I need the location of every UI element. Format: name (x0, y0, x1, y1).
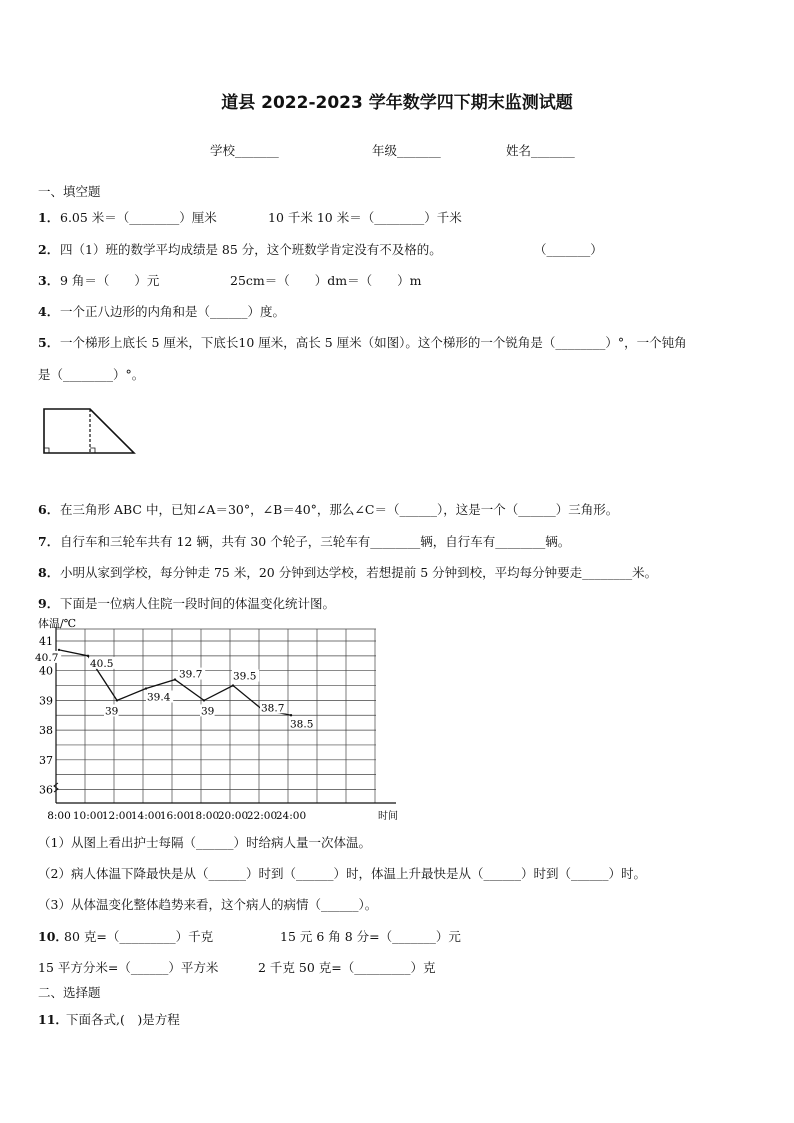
x-tick-label: 14:00 (130, 810, 162, 822)
x-tick-label: 20:00 (217, 810, 249, 822)
section-heading-choice: 二、选择题 (38, 985, 101, 1000)
q11-number: 11． (38, 1012, 68, 1027)
data-label: 39 (201, 705, 215, 718)
name-field[interactable]: 姓名_______ (506, 143, 575, 158)
y-tick-label: 41 (39, 635, 53, 648)
q1-number: 1． (38, 210, 60, 225)
q3-part-a: 9 角＝（ ）元 (60, 273, 160, 288)
data-label: 40.7 (35, 651, 59, 664)
y-tick-label: 38 (39, 724, 53, 738)
q9-text: 下面是一位病人住院一段时间的体温变化统计图。 (60, 596, 336, 611)
x-tick-label: 8:00 (47, 810, 71, 822)
data-point (290, 714, 292, 716)
q8-number: 8． (38, 565, 60, 580)
x-tick-label: 18:00 (188, 810, 220, 822)
q6-text: 在三角形 ABC 中，已知∠A＝30°，∠B＝40°，那么∠C＝（______），这是一个（______）三角形。 (60, 502, 619, 517)
q2-blank: （_______） (534, 242, 603, 257)
y-tick-label: 40 (39, 664, 53, 678)
trapezoid-figure (38, 402, 142, 460)
data-point (174, 678, 176, 680)
q2-text: 四（1）班的数学平均成绩是 85 分，这个班数学肯定没有不及格的。 (60, 242, 442, 257)
data-point (87, 655, 89, 657)
data-point (232, 684, 234, 686)
x-tick-label: 12:00 (101, 810, 133, 822)
y-axis-title: 体温/℃ (38, 617, 77, 630)
data-label: 38.5 (290, 718, 314, 731)
x-axis-title: 时间 (378, 811, 398, 822)
q3-part-b: 25cm＝（ ）dm＝（ ）m (230, 273, 422, 288)
data-label: 39 (105, 705, 119, 718)
x-tick-label: 10:00 (72, 810, 104, 822)
section-heading-fill: 一、填空题 (38, 184, 101, 199)
y-tick-label: 37 (39, 753, 53, 767)
q10-part-c: 15 平方分米=（______）平方米 (38, 960, 219, 975)
data-label: 38.7 (261, 702, 285, 715)
q9-sub1: （1）从图上看出护士每隔（______）时给病人量一次体温。 (38, 835, 371, 850)
q5-number: 5． (38, 335, 60, 350)
q9-sub2: （2）病人体温下降最快是从（______）时到（______）时，体温上升最快是从（______）时到（______）时。 (38, 866, 646, 881)
y-tick-label: 36 (39, 783, 53, 797)
temperature-line-chart (30, 612, 410, 827)
x-tick-label: 24:00 (275, 810, 307, 822)
q5-line2: 是（________）°。 (38, 367, 145, 382)
data-point (203, 699, 205, 701)
data-label: 39.7 (179, 668, 203, 681)
q9-sub3: （3）从体温变化整体趋势来看，这个病人的病情（______）。 (38, 897, 378, 912)
q10-part-b: 15 元 6 角 8 分=（_______）元 (280, 929, 461, 944)
grade-field[interactable]: 年级_______ (372, 143, 441, 158)
x-tick-label: 16:00 (159, 810, 191, 822)
q7-number: 7． (38, 534, 60, 549)
x-tick-label: 22:00 (246, 810, 278, 822)
q10-number: 10． (38, 929, 68, 944)
q4-text: 一个正八边形的内角和是（______）度。 (60, 304, 286, 319)
q7-text: 自行车和三轮车共有 12 辆，共有 30 个轮子，三轮车有________辆，自行车有________辆。 (60, 534, 571, 549)
q3-number: 3． (38, 273, 60, 288)
q6-number: 6． (38, 502, 60, 517)
axis-break-icon (54, 783, 58, 792)
trapezoid-shape (44, 409, 134, 453)
data-label: 39.5 (233, 670, 257, 683)
q10-part-a: 80 克=（_________）千克 (64, 929, 214, 944)
school-field[interactable]: 学校_______ (210, 143, 279, 158)
q5-line1: 一个梯形上底长 5 厘米，下底长10 厘米，高长 5 厘米（如图）。这个梯形的一个锐角是（________）°，一个钝角 (60, 335, 687, 350)
q9-number: 9． (38, 596, 60, 611)
y-tick-label: 39 (39, 694, 53, 708)
page-title: 道县 2022-2023 学年数学四下期末监测试题 (221, 93, 573, 113)
data-point (58, 649, 60, 651)
q11-text: 下面各式,( )是方程 (66, 1012, 180, 1027)
data-point (145, 687, 147, 689)
data-label: 39.4 (147, 691, 171, 704)
q4-number: 4． (38, 304, 60, 319)
q10-part-d: 2 千克 50 克=（_________）克 (258, 960, 436, 975)
q2-number: 2． (38, 242, 60, 257)
data-label: 40.5 (90, 657, 114, 670)
data-point (116, 699, 118, 701)
q1-part-b: 10 千米 10 米＝（________）千米 (268, 210, 462, 225)
q8-text: 小明从家到学校，每分钟走 75 米，20 分钟到达学校，若想提前 5 分钟到校，平均每分钟要走________米。 (60, 565, 658, 580)
q1-part-a: 6.05 米＝（________）厘米 (60, 210, 217, 225)
